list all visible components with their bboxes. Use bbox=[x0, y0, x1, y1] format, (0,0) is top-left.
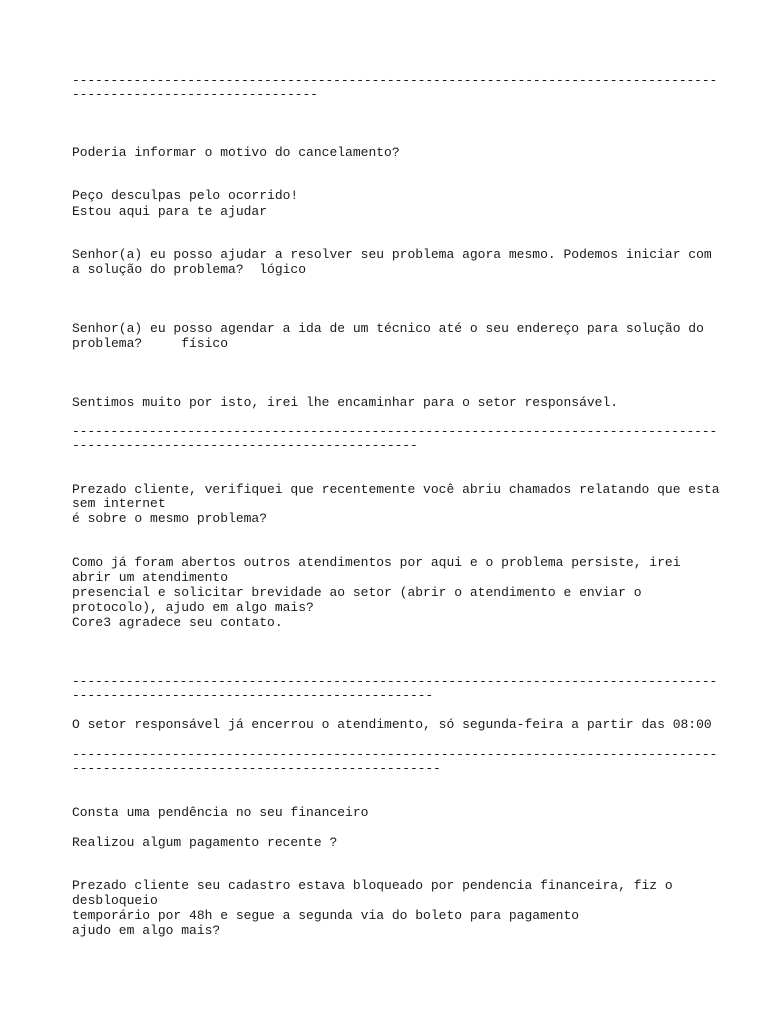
question-cancel-reason: Poderia informar o motivo do cancelamento? bbox=[72, 145, 400, 160]
unblock-line-1: Prezado cliente seu cadastro estava bloqueado por pendencia financeira, fiz o bbox=[72, 878, 673, 893]
unblock-line-2: desbloqueio bbox=[72, 893, 158, 908]
open-service-line-3: presencial e solicitar brevidade ao setor (abrir o atendimento e enviar o bbox=[72, 585, 642, 600]
tickets-line-3: é sobre o mesmo problema? bbox=[72, 511, 268, 526]
logical-solution-line-2: a solução do problema? lógico bbox=[72, 262, 307, 277]
separator-line: ------------------------------------------------------------------------------------ bbox=[72, 747, 718, 762]
financial-pending-line: Consta uma pendência no seu financeiro bbox=[72, 805, 369, 820]
unblock-line-4: ajudo em algo mais? bbox=[72, 923, 221, 938]
separator-line: ----------------------------------------------- bbox=[72, 688, 434, 703]
separator-line: -------------------------------- bbox=[72, 87, 318, 102]
open-service-line-2: abrir um atendimento bbox=[72, 570, 229, 585]
separator-line: --------------------------------------------- bbox=[72, 438, 418, 453]
open-service-line-1: Como já foram abertos outros atendimentos por aqui e o problema persiste, irei bbox=[72, 555, 681, 570]
separator-line: ------------------------------------------------------------------------------------ bbox=[72, 424, 718, 439]
tickets-line-1: Prezado cliente, verifiquei que recentemente você abriu chamados relatando que esta bbox=[72, 482, 720, 497]
physical-solution-line-1: Senhor(a) eu posso agendar a ida de um técnico até o seu endereço para solução do bbox=[72, 321, 704, 336]
open-service-line-4: protocolo), ajudo em algo mais? bbox=[72, 600, 314, 615]
separator-line: ------------------------------------------------ bbox=[72, 761, 441, 776]
document-page bbox=[72, 0, 720, 938]
forward-line: Sentimos muito por isto, irei lhe encaminhar para o setor responsável. bbox=[72, 395, 619, 410]
logical-solution-line-1: Senhor(a) eu posso ajudar a resolver seu problema agora mesmo. Podemos iniciar com bbox=[72, 247, 712, 262]
help-line: Estou aqui para te ajudar bbox=[72, 204, 268, 219]
payment-question-line: Realizou algum pagamento recente ? bbox=[72, 835, 338, 850]
separator-line: ------------------------------------------------------------------------------------ bbox=[72, 73, 718, 88]
closed-sector-line: O setor responsável já encerrou o atendimento, só segunda-feira a partir das 08:00 bbox=[72, 717, 712, 732]
physical-solution-line-2: problema? físico bbox=[72, 336, 229, 351]
unblock-line-3: temporário por 48h e segue a segunda via do boleto para pagamento bbox=[72, 908, 580, 923]
apology-line: Peço desculpas pelo ocorrido! bbox=[72, 188, 299, 203]
tickets-line-2: sem internet bbox=[72, 496, 166, 511]
open-service-line-5: Core3 agradece seu contato. bbox=[72, 615, 283, 630]
separator-line: ------------------------------------------------------------------------------------ bbox=[72, 674, 718, 689]
